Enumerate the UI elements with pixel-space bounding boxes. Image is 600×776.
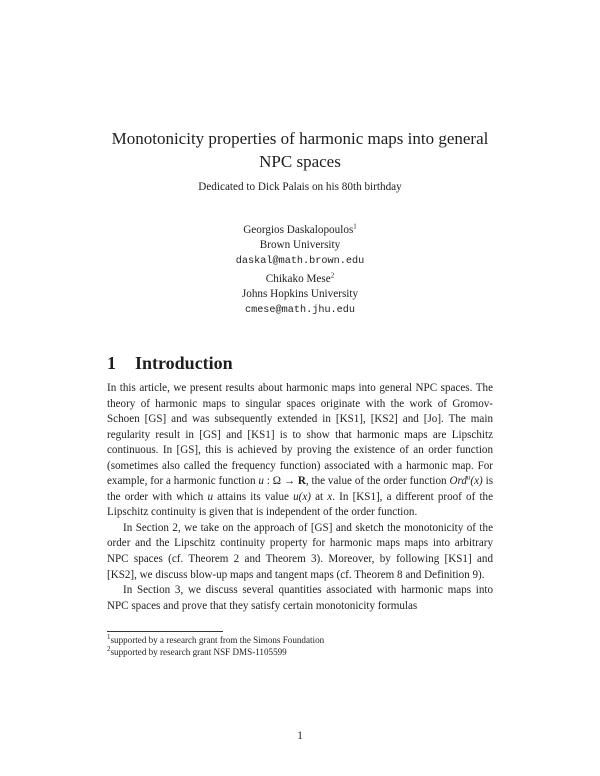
footnote-mark-2: 2 bbox=[330, 271, 335, 280]
author-name-1: Georgios Daskalopoulos$^1$ bbox=[243, 222, 357, 236]
body-text bbox=[107, 381, 493, 614]
footnote-1: $^1$supported by a research grant from the Simons Foundation bbox=[107, 632, 325, 645]
page-number: 1 bbox=[297, 730, 303, 742]
section-heading bbox=[107, 353, 233, 374]
author-block-1 bbox=[0, 223, 600, 269]
author-name-2: Chikako Mese$^2$ bbox=[265, 271, 335, 285]
footnote-rule bbox=[107, 631, 223, 632]
title-line-2: NPC spaces bbox=[259, 152, 341, 171]
author-affiliation-2: Johns Hopkins University bbox=[241, 288, 359, 300]
section-number: 1 bbox=[107, 353, 116, 373]
author-email-1[interactable]: daskal@math.brown.edu bbox=[235, 256, 365, 267]
author-affiliation-1: Brown University bbox=[259, 239, 341, 251]
paragraph-2: In Section 2, we take on the approach of [GS] and sketch the monotonicity of the order and the Lipschitz continuity property for harmonic maps maps into arbitrary NPC spaces (cf. Theorem 2 and Theorem 3). Moreover, by following [KS1] and [KS2], we discuss blow-up maps and tangent maps (cf. Theorem 8 and Definition 9). bbox=[107, 521, 493, 581]
paragraph-3: In Section 3, we discuss several quantities associated with harmonic maps into NPC spaces and prove that they satisfy certain monotonicity formulas bbox=[107, 584, 493, 612]
paragraph-1: In this article, we present results about harmonic maps into general NPC spaces. The theory of harmonic maps to singular spaces originate with the work of Gromov-Schoen [GS] and was subsequently extended in [KS1], [KS2] and [Jo]. The main regularity result in [GS] and [KS1] is to show that harmonic maps are Lipschitz continuous. In [GS], this is achieved by proving the existence of an order function (sometimes also called the frequency function) associated with a harmonic map. For example, for a harmonic function u : Ω → R, the value of the order function Ord$^u$(x) is the order with which u attains its value u(x) at x. In [KS1], a different proof of the Lipschitz continuity is given that is independent of the order function. bbox=[107, 382, 494, 519]
title-line-1: Monotonicity properties of harmonic maps into general bbox=[111, 129, 489, 148]
footnote-mark-1: 1 bbox=[353, 222, 357, 231]
author-block-2 bbox=[0, 272, 600, 318]
dedication: Dedicated to Dick Palais on his 80th birthday bbox=[198, 181, 402, 193]
section-title: Introduction bbox=[135, 353, 233, 373]
footnote-2: $^2$supported by research grant NSF DMS-1105599 bbox=[107, 644, 287, 657]
paper-title bbox=[0, 127, 600, 173]
author-email-2[interactable]: cmese@math.jhu.edu bbox=[244, 305, 356, 316]
